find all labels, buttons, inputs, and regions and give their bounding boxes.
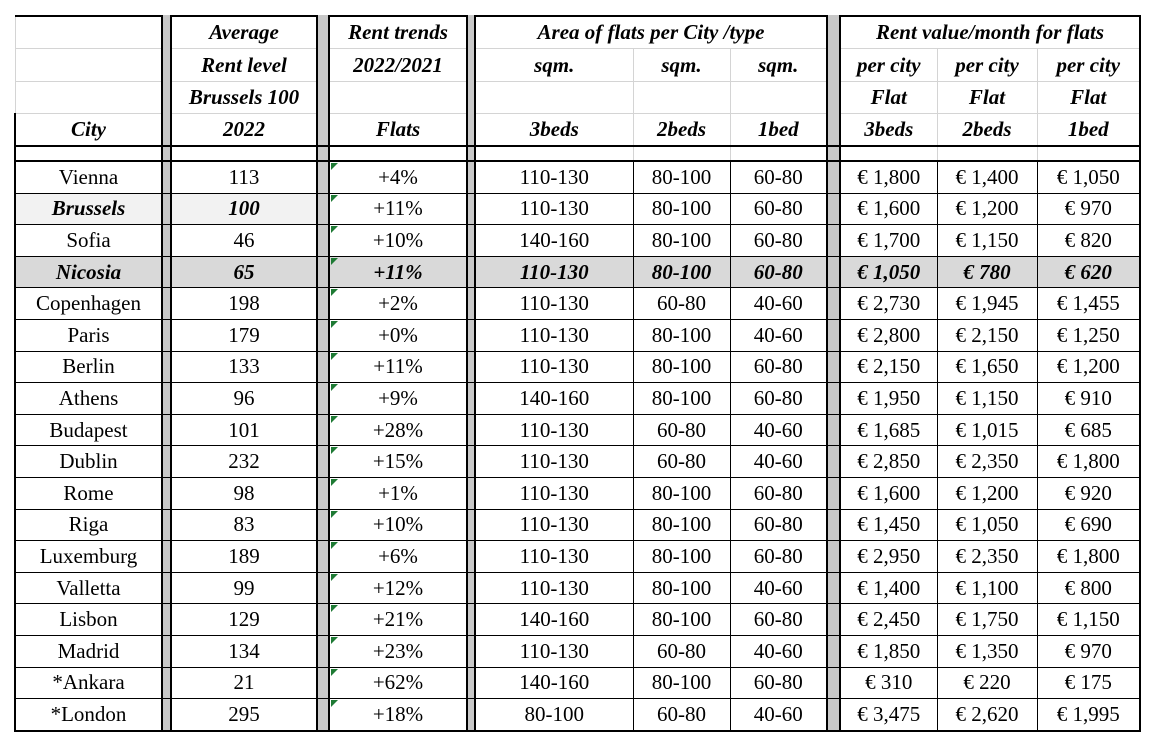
rent-trend-value: +0% xyxy=(378,322,418,347)
comment-marker-icon xyxy=(331,321,338,328)
area-3beds-cell: 110-130 xyxy=(475,161,633,193)
rent-2beds-cell: € 1,200 xyxy=(937,193,1037,225)
area-3beds-cell: 140-160 xyxy=(475,604,633,636)
rent-1bed-cell: € 1,150 xyxy=(1037,604,1140,636)
rent-3beds-cell: € 310 xyxy=(840,667,937,699)
rent-3beds-cell: € 2,450 xyxy=(840,604,937,636)
table-row xyxy=(15,256,1140,288)
city-cell: Athens xyxy=(15,383,162,415)
header-area-2beds: 2beds xyxy=(633,114,730,147)
rent-3beds-cell: € 1,400 xyxy=(840,572,937,604)
rent-trend-value: +6% xyxy=(378,543,418,568)
rent-1bed-cell: € 800 xyxy=(1037,572,1140,604)
comment-marker-icon xyxy=(331,542,338,549)
city-cell: Dublin xyxy=(15,446,162,478)
rent-level-cell: 99 xyxy=(171,572,317,604)
table-body xyxy=(15,161,1140,731)
rent-level-cell: 98 xyxy=(171,477,317,509)
area-2beds-cell: 80-100 xyxy=(633,351,730,383)
rent-table xyxy=(14,15,1141,732)
rent-1bed-cell: € 620 xyxy=(1037,256,1140,288)
area-1bed-cell: 60-80 xyxy=(730,193,827,225)
header-flat-3: Flat xyxy=(840,82,937,114)
area-2beds-cell: 80-100 xyxy=(633,225,730,257)
rent-1bed-cell: € 1,200 xyxy=(1037,351,1140,383)
rent-trend-value: +2% xyxy=(378,291,418,316)
area-1bed-cell: 60-80 xyxy=(730,256,827,288)
header-flats: Flats xyxy=(329,114,467,147)
rent-trend-value: +15% xyxy=(372,449,424,474)
header-rent-1bed: 1bed xyxy=(1037,114,1140,147)
rent-level-cell: 232 xyxy=(171,446,317,478)
comment-marker-icon xyxy=(331,416,338,423)
rent-trend-value: +11% xyxy=(373,259,423,284)
header-per-city-1: per city xyxy=(1037,49,1140,82)
area-2beds-cell: 80-100 xyxy=(633,256,730,288)
area-3beds-cell: 110-130 xyxy=(475,572,633,604)
rent-trend-cell xyxy=(329,477,467,509)
header-area: Area of flats per City /type xyxy=(475,16,827,49)
table-row xyxy=(15,604,1140,636)
rent-2beds-cell: € 2,150 xyxy=(937,319,1037,351)
header-rent-2beds: 2beds xyxy=(937,114,1037,147)
area-3beds-cell: 140-160 xyxy=(475,225,633,257)
city-cell: Sofia xyxy=(15,225,162,257)
header-trend-years: 2022/2021 xyxy=(329,49,467,82)
rent-trend-value: +9% xyxy=(378,385,418,410)
rent-2beds-cell: € 1,400 xyxy=(937,161,1037,193)
header-year: 2022 xyxy=(171,114,317,147)
area-2beds-cell: 80-100 xyxy=(633,604,730,636)
rent-trend-value: +62% xyxy=(372,670,424,695)
comment-marker-icon xyxy=(331,353,338,360)
rent-trend-cell xyxy=(329,225,467,257)
rent-1bed-cell: € 970 xyxy=(1037,193,1140,225)
rent-3beds-cell: € 1,700 xyxy=(840,225,937,257)
table-row xyxy=(15,541,1140,573)
header-sqm-3beds: sqm. xyxy=(475,49,633,82)
table-row xyxy=(15,699,1140,731)
table-row xyxy=(15,635,1140,667)
city-cell: Lisbon xyxy=(15,604,162,636)
rent-trend-value: +11% xyxy=(373,196,423,221)
rent-trend-cell xyxy=(329,572,467,604)
rent-2beds-cell: € 1,650 xyxy=(937,351,1037,383)
area-2beds-cell: 80-100 xyxy=(633,319,730,351)
rent-trend-value: +18% xyxy=(372,701,424,726)
comment-marker-icon xyxy=(331,163,338,170)
table-row xyxy=(15,477,1140,509)
area-3beds-cell: 110-130 xyxy=(475,635,633,667)
rent-3beds-cell: € 2,950 xyxy=(840,541,937,573)
table-row xyxy=(15,572,1140,604)
area-1bed-cell: 40-60 xyxy=(730,635,827,667)
area-2beds-cell: 60-80 xyxy=(633,414,730,446)
area-3beds-cell: 80-100 xyxy=(475,699,633,731)
comment-marker-icon xyxy=(331,289,338,296)
area-2beds-cell: 60-80 xyxy=(633,446,730,478)
rent-1bed-cell: € 1,050 xyxy=(1037,161,1140,193)
area-3beds-cell: 110-130 xyxy=(475,446,633,478)
rent-2beds-cell: € 1,750 xyxy=(937,604,1037,636)
header-area-3beds: 3beds xyxy=(475,114,633,147)
rent-1bed-cell: € 820 xyxy=(1037,225,1140,257)
rent-1bed-cell: € 175 xyxy=(1037,667,1140,699)
header-per-city-2: per city xyxy=(937,49,1037,82)
city-cell: *Ankara xyxy=(15,667,162,699)
rent-3beds-cell: € 1,050 xyxy=(840,256,937,288)
rent-3beds-cell: € 1,800 xyxy=(840,161,937,193)
area-2beds-cell: 80-100 xyxy=(633,541,730,573)
comment-marker-icon xyxy=(331,700,338,707)
city-cell: Copenhagen xyxy=(15,288,162,320)
area-1bed-cell: 40-60 xyxy=(730,572,827,604)
comment-marker-icon xyxy=(331,574,338,581)
rent-3beds-cell: € 3,475 xyxy=(840,699,937,731)
rent-trend-cell xyxy=(329,383,467,415)
area-1bed-cell: 40-60 xyxy=(730,446,827,478)
header-sqm-1bed: sqm. xyxy=(730,49,827,82)
rent-level-cell: 96 xyxy=(171,383,317,415)
header-row-4 xyxy=(15,114,1140,147)
city-cell: *London xyxy=(15,699,162,731)
rent-3beds-cell: € 1,600 xyxy=(840,193,937,225)
comment-marker-icon xyxy=(331,479,338,486)
area-3beds-cell: 110-130 xyxy=(475,414,633,446)
rent-3beds-cell: € 2,150 xyxy=(840,351,937,383)
rent-level-cell: 134 xyxy=(171,635,317,667)
city-cell: Budapest xyxy=(15,414,162,446)
rent-1bed-cell: € 1,800 xyxy=(1037,541,1140,573)
area-3beds-cell: 110-130 xyxy=(475,541,633,573)
header-rent-level: Rent level xyxy=(171,49,317,82)
table-row xyxy=(15,225,1140,257)
area-3beds-cell: 110-130 xyxy=(475,351,633,383)
city-cell: Brussels xyxy=(15,193,162,225)
header-rent-value: Rent value/month for flats xyxy=(840,16,1140,49)
rent-2beds-cell: € 2,350 xyxy=(937,446,1037,478)
city-cell: Madrid xyxy=(15,635,162,667)
rent-3beds-cell: € 1,685 xyxy=(840,414,937,446)
header-per-city-3: per city xyxy=(840,49,937,82)
rent-2beds-cell: € 780 xyxy=(937,256,1037,288)
rent-level-cell: 133 xyxy=(171,351,317,383)
rent-trend-value: +10% xyxy=(372,512,424,537)
rent-level-cell: 21 xyxy=(171,667,317,699)
area-2beds-cell: 80-100 xyxy=(633,509,730,541)
area-3beds-cell: 140-160 xyxy=(475,383,633,415)
area-1bed-cell: 60-80 xyxy=(730,477,827,509)
rent-level-cell: 198 xyxy=(171,288,317,320)
header-rent-trends: Rent trends xyxy=(329,16,467,49)
area-2beds-cell: 80-100 xyxy=(633,193,730,225)
area-3beds-cell: 110-130 xyxy=(475,288,633,320)
rent-2beds-cell: € 1,150 xyxy=(937,383,1037,415)
rent-level-cell: 83 xyxy=(171,509,317,541)
area-3beds-cell: 110-130 xyxy=(475,256,633,288)
rent-3beds-cell: € 1,950 xyxy=(840,383,937,415)
table-header xyxy=(15,16,1140,161)
rent-trend-value: +11% xyxy=(373,354,423,379)
rent-2beds-cell: € 1,945 xyxy=(937,288,1037,320)
rent-level-cell: 129 xyxy=(171,604,317,636)
comment-marker-icon xyxy=(331,669,338,676)
table-row xyxy=(15,288,1140,320)
table-row xyxy=(15,351,1140,383)
rent-trend-cell xyxy=(329,446,467,478)
rent-1bed-cell: € 1,455 xyxy=(1037,288,1140,320)
city-cell: Berlin xyxy=(15,351,162,383)
city-cell: Vienna xyxy=(15,161,162,193)
rent-2beds-cell: € 1,100 xyxy=(937,572,1037,604)
area-2beds-cell: 80-100 xyxy=(633,383,730,415)
area-3beds-cell: 110-130 xyxy=(475,509,633,541)
rent-trend-cell xyxy=(329,161,467,193)
rent-1bed-cell: € 1,800 xyxy=(1037,446,1140,478)
rent-level-cell: 179 xyxy=(171,319,317,351)
table-row xyxy=(15,161,1140,193)
header-city: City xyxy=(15,114,162,147)
header-rent-3beds: 3beds xyxy=(840,114,937,147)
rent-1bed-cell: € 910 xyxy=(1037,383,1140,415)
rent-trend-value: +4% xyxy=(378,164,418,189)
rent-level-cell: 46 xyxy=(171,225,317,257)
area-2beds-cell: 80-100 xyxy=(633,667,730,699)
rent-trend-cell xyxy=(329,351,467,383)
rent-level-cell: 65 xyxy=(171,256,317,288)
area-2beds-cell: 60-80 xyxy=(633,635,730,667)
rent-2beds-cell: € 1,350 xyxy=(937,635,1037,667)
area-1bed-cell: 40-60 xyxy=(730,699,827,731)
rent-trend-cell xyxy=(329,667,467,699)
rent-trend-cell xyxy=(329,509,467,541)
comment-marker-icon xyxy=(331,511,338,518)
rent-2beds-cell: € 2,350 xyxy=(937,541,1037,573)
rent-level-cell: 100 xyxy=(171,193,317,225)
area-3beds-cell: 110-130 xyxy=(475,477,633,509)
rent-trend-value: +10% xyxy=(372,227,424,252)
rent-3beds-cell: € 2,850 xyxy=(840,446,937,478)
header-average: Average xyxy=(171,16,317,49)
area-1bed-cell: 60-80 xyxy=(730,161,827,193)
rent-trend-value: +12% xyxy=(372,575,424,600)
area-2beds-cell: 60-80 xyxy=(633,288,730,320)
header-flat-1: Flat xyxy=(1037,82,1140,114)
area-2beds-cell: 80-100 xyxy=(633,572,730,604)
rent-1bed-cell: € 970 xyxy=(1037,635,1140,667)
header-brussels-100: Brussels 100 xyxy=(171,82,317,114)
rent-level-cell: 189 xyxy=(171,541,317,573)
area-3beds-cell: 110-130 xyxy=(475,319,633,351)
area-1bed-cell: 60-80 xyxy=(730,509,827,541)
area-1bed-cell: 40-60 xyxy=(730,288,827,320)
header-row-3 xyxy=(15,82,1140,114)
area-1bed-cell: 60-80 xyxy=(730,351,827,383)
rent-level-cell: 113 xyxy=(171,161,317,193)
rent-3beds-cell: € 2,730 xyxy=(840,288,937,320)
city-cell: Paris xyxy=(15,319,162,351)
comment-marker-icon xyxy=(331,605,338,612)
rent-trend-cell xyxy=(329,541,467,573)
rent-1bed-cell: € 690 xyxy=(1037,509,1140,541)
comment-marker-icon xyxy=(331,447,338,454)
area-1bed-cell: 60-80 xyxy=(730,604,827,636)
rent-trend-value: +21% xyxy=(372,607,424,632)
area-2beds-cell: 80-100 xyxy=(633,161,730,193)
area-1bed-cell: 40-60 xyxy=(730,414,827,446)
comment-marker-icon xyxy=(331,637,338,644)
rent-2beds-cell: € 1,150 xyxy=(937,225,1037,257)
rent-level-cell: 295 xyxy=(171,699,317,731)
table-row xyxy=(15,414,1140,446)
rent-level-cell: 101 xyxy=(171,414,317,446)
rent-2beds-cell: € 220 xyxy=(937,667,1037,699)
rent-1bed-cell: € 920 xyxy=(1037,477,1140,509)
rent-trend-cell xyxy=(329,288,467,320)
rent-trend-cell xyxy=(329,414,467,446)
area-3beds-cell: 110-130 xyxy=(475,193,633,225)
table-row xyxy=(15,446,1140,478)
area-1bed-cell: 60-80 xyxy=(730,225,827,257)
spacer-row xyxy=(15,146,1140,161)
table-row xyxy=(15,667,1140,699)
table-row xyxy=(15,509,1140,541)
rent-trend-cell xyxy=(329,604,467,636)
rent-1bed-cell: € 1,995 xyxy=(1037,699,1140,731)
rent-trend-cell xyxy=(329,256,467,288)
area-2beds-cell: 80-100 xyxy=(633,477,730,509)
comment-marker-icon xyxy=(331,258,338,265)
rent-2beds-cell: € 1,015 xyxy=(937,414,1037,446)
header-sqm-2beds: sqm. xyxy=(633,49,730,82)
header-area-1bed: 1bed xyxy=(730,114,827,147)
rent-3beds-cell: € 1,600 xyxy=(840,477,937,509)
comment-marker-icon xyxy=(331,226,338,233)
rent-3beds-cell: € 1,450 xyxy=(840,509,937,541)
rent-2beds-cell: € 1,200 xyxy=(937,477,1037,509)
table-row xyxy=(15,383,1140,415)
header-flat-2: Flat xyxy=(937,82,1037,114)
area-1bed-cell: 60-80 xyxy=(730,667,827,699)
city-cell: Nicosia xyxy=(15,256,162,288)
header-row-2 xyxy=(15,49,1140,82)
rent-trend-cell xyxy=(329,319,467,351)
area-1bed-cell: 40-60 xyxy=(730,319,827,351)
rent-2beds-cell: € 2,620 xyxy=(937,699,1037,731)
area-1bed-cell: 60-80 xyxy=(730,541,827,573)
area-3beds-cell: 140-160 xyxy=(475,667,633,699)
rent-trend-value: +1% xyxy=(378,480,418,505)
rent-trend-cell xyxy=(329,699,467,731)
rent-2beds-cell: € 1,050 xyxy=(937,509,1037,541)
rent-1bed-cell: € 685 xyxy=(1037,414,1140,446)
city-cell: Rome xyxy=(15,477,162,509)
table-row xyxy=(15,193,1140,225)
rent-trend-cell xyxy=(329,635,467,667)
header-row-1 xyxy=(15,16,1140,49)
rent-trend-value: +23% xyxy=(372,638,424,663)
rent-trend-cell xyxy=(329,193,467,225)
rent-3beds-cell: € 2,800 xyxy=(840,319,937,351)
rent-trend-value: +28% xyxy=(372,417,424,442)
rent-3beds-cell: € 1,850 xyxy=(840,635,937,667)
comment-marker-icon xyxy=(331,195,338,202)
city-cell: Luxemburg xyxy=(15,541,162,573)
area-1bed-cell: 60-80 xyxy=(730,383,827,415)
rent-1bed-cell: € 1,250 xyxy=(1037,319,1140,351)
comment-marker-icon xyxy=(331,384,338,391)
area-2beds-cell: 60-80 xyxy=(633,699,730,731)
city-cell: Valletta xyxy=(15,572,162,604)
table-row xyxy=(15,319,1140,351)
city-cell: Riga xyxy=(15,509,162,541)
